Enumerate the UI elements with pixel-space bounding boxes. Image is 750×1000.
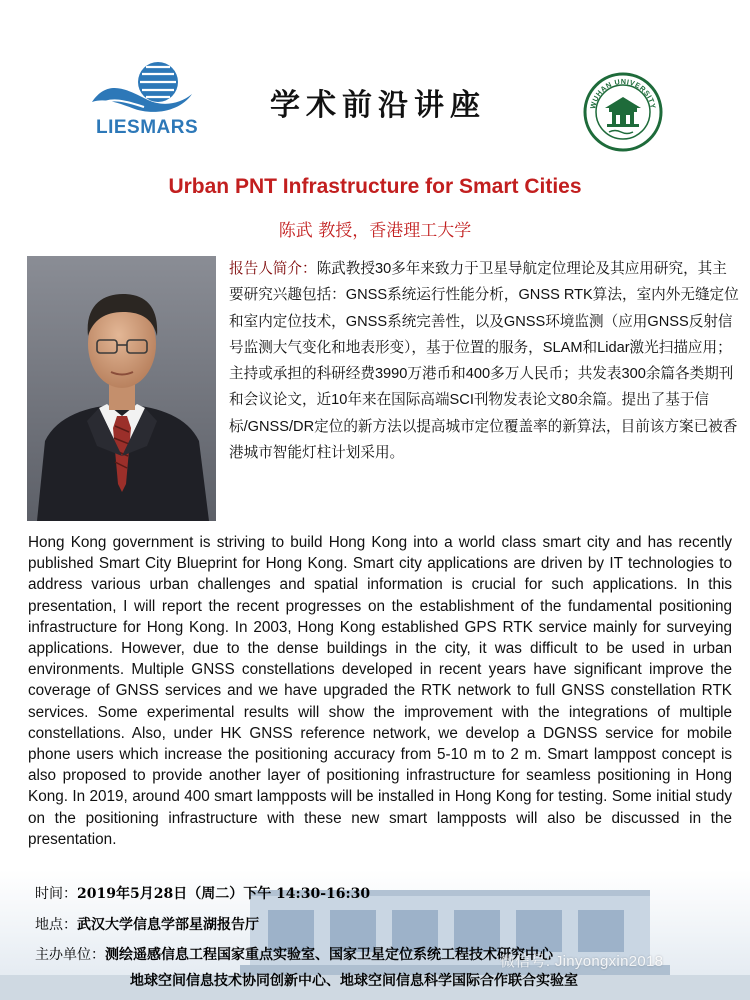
time-label: 时间： — [35, 886, 77, 902]
liesmars-logo-text: LIESMARS — [96, 117, 199, 138]
talk-title: Urban PNT Infrastructure for Smart Cities — [168, 175, 582, 198]
host-value-1: 测绘遥感信息工程国家重点实验室、国家卫星定位系统工程技术研究中心 — [105, 947, 553, 963]
wuhan-university-seal-icon — [583, 72, 663, 152]
speaker-bio — [229, 256, 739, 466]
host-value-2: 地球空间信息技术协同创新中心、地球空间信息科学国际合作联合实验室 — [130, 973, 578, 989]
speaker-photo — [27, 256, 216, 521]
speaker-portrait-icon — [27, 256, 216, 521]
event-host — [35, 944, 553, 964]
seal-text: WUHAN UNIVERSITY — [588, 76, 658, 110]
wechat-watermark: 微信号: Jinyongxin2018 — [500, 953, 664, 970]
liesmars-emblem-icon — [88, 60, 198, 118]
place-value: 武汉大学信息学部星湖报告厅 — [77, 917, 259, 933]
host-label: 主办单位： — [35, 947, 105, 963]
event-time — [35, 883, 370, 903]
talk-abstract: Hong Kong government is striving to build Hong Kong into a world class smart city and has recently published Smart City Blueprint for Hong Kong. Smart city applications are driven by IT technologies to address various urban challenges and spatial information is crucial for such applications. In this presentation, I will report the recent progresses on the establishment of the fundamental positioning infrastructure for Hong Kong. In 2003, Hong Kong established GPS RTK service mainly for surveying applications. However, due to the dense buildings in the city, it was difficult to be used in urban environments. Multiple GNSS constellations developed in recent years have significant improve the coverage of GNSS services and we have upgraded the RTK network to full GNSS constellation RTK services. Some experimental results will show the improvement with the integrations of multiple constellations. Also, under HK GNSS reference network, we develop a DGNSS service for mobile phone users which increase the positioning accuracy from 5-10 m to 2 m. Smart lamppost concept is also proposed to provide another layer of positioning infrastructure for seamless positioning in Hong Kong. In 2019, around 400 smart lampposts will be installed in Hong Kong for testing. Some initial study on the positioning infrastructure with these new smart lampposts will also be discussed in the presentation. — [28, 534, 732, 848]
wuhan-university-seal — [583, 72, 663, 152]
time-value: 2019年5月28日（周二）下午 14:30-16:30 — [77, 886, 371, 902]
event-host-continued — [130, 970, 578, 990]
place-label: 地点： — [35, 917, 77, 933]
bio-text: 陈武教授30多年来致力于卫星导航定位理论及其应用研究，其主要研究兴趣包括：GNSS系统运行性能分析，GNSS RTK算法，室内外无缝定位和室内定位技术，GNSS系统完善性，以及GNSS环境监测（应用GNSS反射信号监测大气变化和地表形变），基于位置的服务，SLAM和Lidar激光扫描应用；主持或承担的科研经费3990万港币和400多万人民币；共发表300余篇各类期刊和会议论文，近10年来在国际高端SCI刊物发表论文80余篇。提出了基于信标/GNSS/DR定位的新方法以提高城市定位覆盖率的新算法，目前该方案已被香港城市智能灯柱计划采用。 — [229, 261, 739, 462]
speaker-name: 陈武 教授，香港理工大学 — [278, 221, 472, 241]
series-title: 学术前沿讲座 — [270, 88, 486, 123]
liesmars-logo — [88, 60, 198, 140]
event-place — [35, 914, 259, 934]
bio-label: 报告人简介： — [229, 261, 317, 277]
